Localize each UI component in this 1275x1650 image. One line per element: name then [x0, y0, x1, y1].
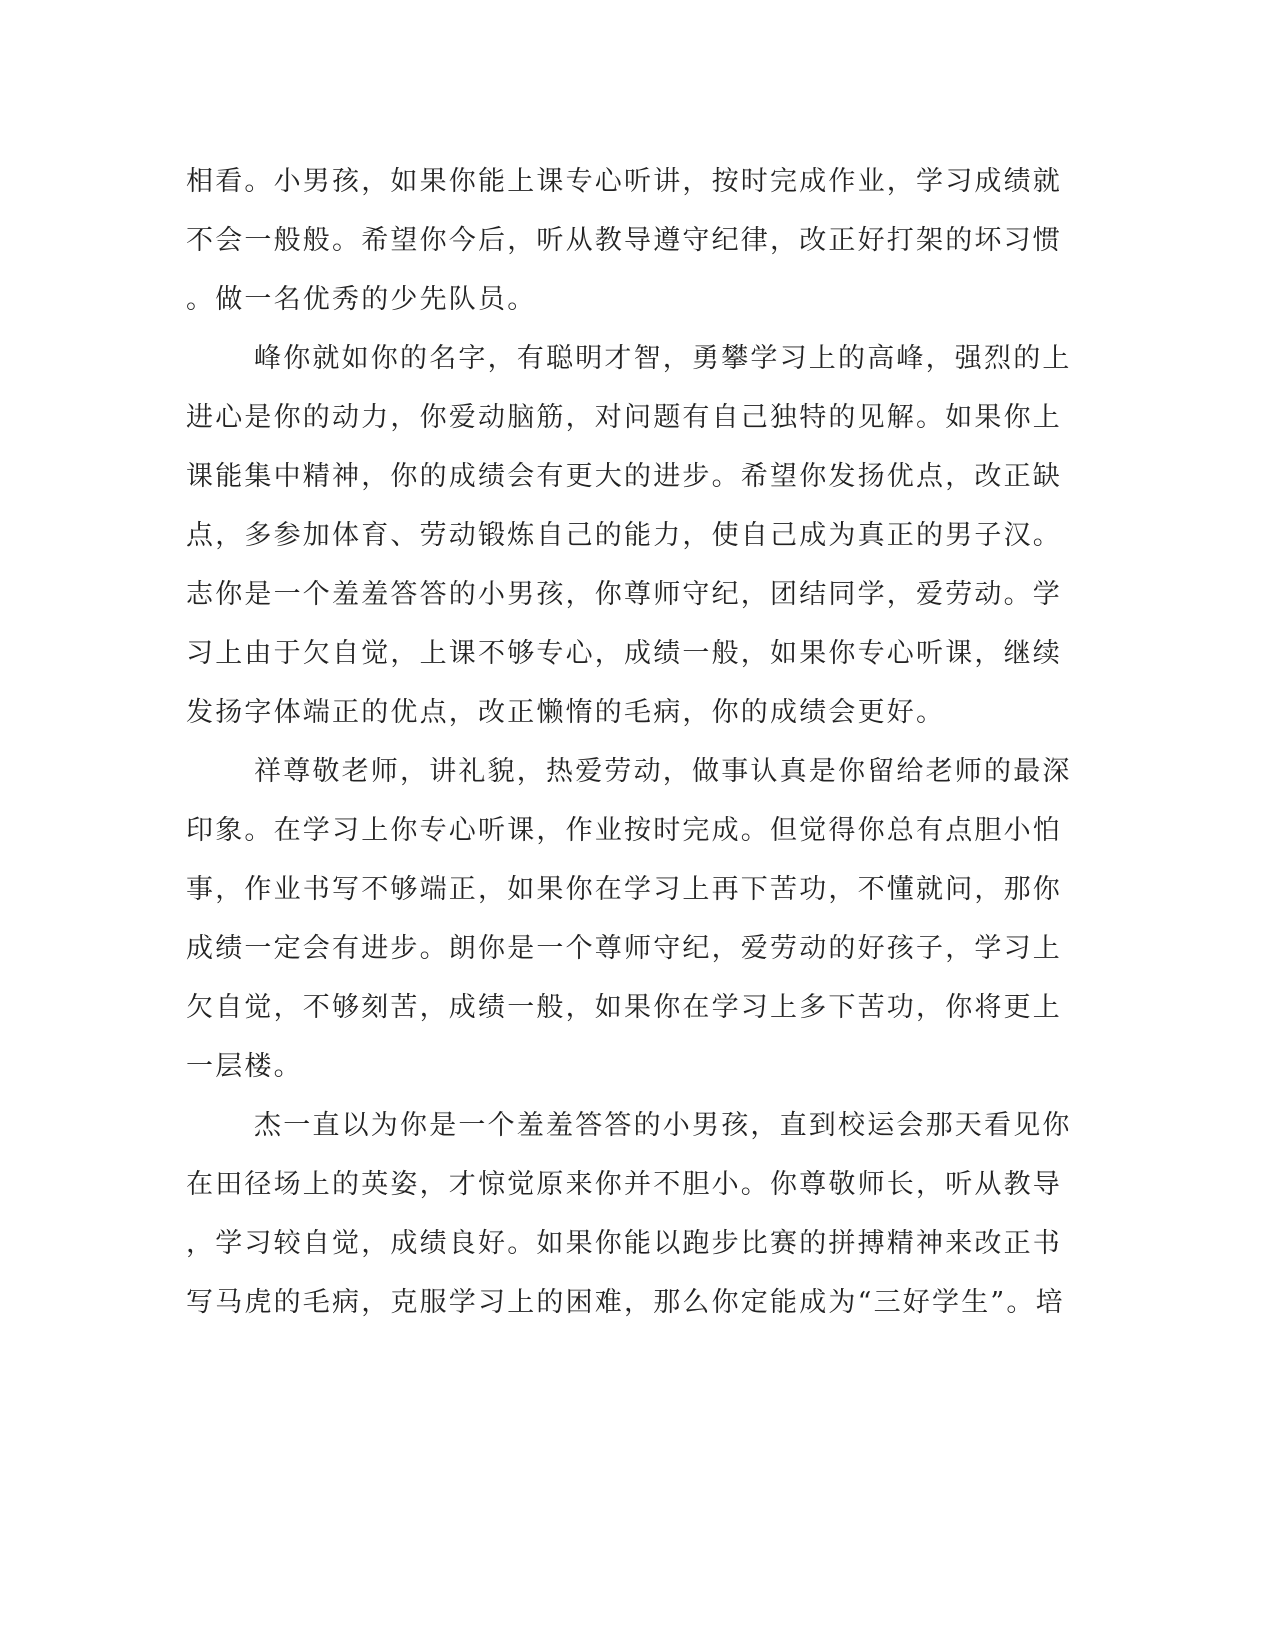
text-line: 成绩一定会有进步。朗你是一个尊师守纪，爱劳动的好孩子，学习上 [186, 933, 1062, 964]
text-line: 志你是一个羞羞答答的小男孩，你尊师守纪，团结同学，爱劳动。学 [186, 579, 1062, 610]
text-line: 写马虎的毛病，克服学习上的困难，那么你定能成为“三好学生”。培 [186, 1287, 1065, 1318]
text-line: 在田径场上的英姿，才惊觉原来你并不胆小。你尊敬师长，听从教导 [186, 1169, 1062, 1200]
paragraph-start-line: 杰一直以为你是一个羞羞答答的小男孩，直到校运会那天看见你 [254, 1110, 1072, 1141]
text-line: ，学习较自觉，成绩良好。如果你能以跑步比赛的拼搏精神来改正书 [186, 1228, 1062, 1259]
text-line: 进心是你的动力，你爱动脑筋，对问题有自己独特的见解。如果你上 [186, 402, 1062, 433]
text-line: 习上由于欠自觉，上课不够专心，成绩一般，如果你专心听课，继续 [186, 638, 1062, 669]
text-line: 一层楼。 [186, 1051, 303, 1082]
document-body [186, 152, 1086, 1332]
text-line: 事，作业书写不够端正，如果你在学习上再下苦功，不懂就问，那你 [186, 874, 1062, 905]
text-line: 。做一名优秀的少先队员。 [186, 284, 537, 315]
text-line: 欠自觉，不够刻苦，成绩一般，如果你在学习上多下苦功，你将更上 [186, 992, 1062, 1023]
text-line: 不会一般般。希望你今后，听从教导遵守纪律，改正好打架的坏习惯 [186, 225, 1062, 256]
text-line: 发扬字体端正的优点，改正懒惰的毛病，你的成绩会更好。 [186, 697, 946, 728]
paragraph-start-line: 祥尊敬老师，讲礼貌，热爱劳动，做事认真是你留给老师的最深 [254, 756, 1072, 787]
text-line: 点，多参加体育、劳动锻炼自己的能力，使自己成为真正的男子汉。 [186, 520, 1062, 551]
text-line: 课能集中精神，你的成绩会有更大的进步。希望你发扬优点，改正缺 [186, 461, 1062, 492]
paragraph-start-line: 峰你就如你的名字，有聪明才智，勇攀学习上的高峰，强烈的上 [254, 343, 1072, 374]
text-line: 相看。小男孩，如果你能上课专心听讲，按时完成作业，学习成绩就 [186, 166, 1062, 197]
text-line: 印象。在学习上你专心听课，作业按时完成。但觉得你总有点胆小怕 [186, 815, 1062, 846]
